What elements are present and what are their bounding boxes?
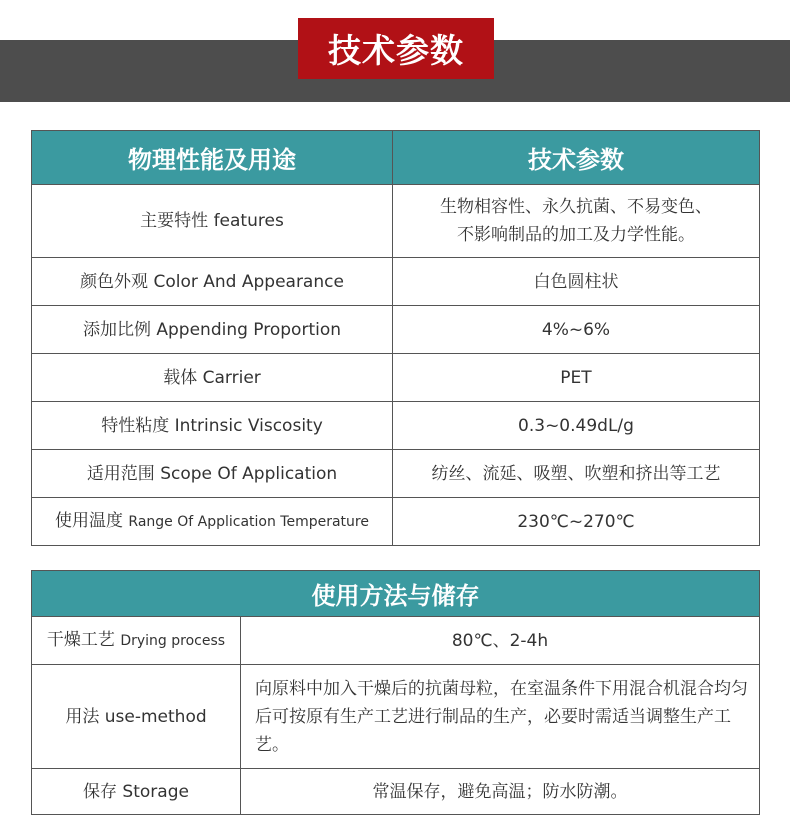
row-label-drying (32, 617, 241, 665)
row-value-viscosity: 0.3~0.49dL/g (393, 402, 760, 450)
row-value-temperature: 230℃~270℃ (393, 498, 760, 546)
temperature-label-en: Range Of Application Temperature (128, 514, 369, 530)
row-label-color: 颜色外观 Color And Appearance (32, 258, 393, 306)
drying-label-en: Drying process (120, 633, 226, 649)
spec-header-properties: 物理性能及用途 (32, 131, 393, 185)
row-value-storage: 常温保存，避免高温；防水防潮。 (241, 769, 760, 815)
row-label-temperature (32, 498, 393, 546)
row-label-viscosity: 特性粘度 Intrinsic Viscosity (32, 402, 393, 450)
banner-title: 技术参数 (298, 18, 494, 79)
row-label-storage: 保存 Storage (32, 769, 241, 815)
row-value-proportion: 4%~6% (393, 306, 760, 354)
spec-header-row (32, 131, 760, 185)
temperature-label-cn: 使用温度 (55, 511, 123, 531)
row-label-proportion: 添加比例 Appending Proportion (32, 306, 393, 354)
table-row (32, 402, 760, 450)
row-value-scope: 纺丝、流延、吸塑、吹塑和挤出等工艺 (393, 450, 760, 498)
table-row (32, 185, 760, 258)
usage-header: 使用方法与储存 (32, 571, 760, 617)
row-value-method: 向原料中加入干燥后的抗菌母粒，在室温条件下用混合机混合均匀后可按原有生产工艺进行制品的生产，必要时需适当调整生产工艺。 (241, 665, 760, 769)
table-row (32, 450, 760, 498)
spec-header-parameters: 技术参数 (393, 131, 760, 185)
row-label-carrier: 载体 Carrier (32, 354, 393, 402)
row-label-method: 用法 use-method (32, 665, 241, 769)
table-row (32, 665, 760, 769)
row-value-carrier: PET (393, 354, 760, 402)
row-value-drying: 80℃、2-4h (241, 617, 760, 665)
drying-label-cn: 干燥工艺 (46, 630, 115, 650)
spec-table (31, 130, 760, 546)
table-row (32, 498, 760, 546)
row-label-features: 主要特性 features (32, 185, 393, 258)
row-value-features (393, 185, 760, 258)
usage-table (31, 570, 760, 815)
table-row (32, 617, 760, 665)
features-line-2: 不影响制品的加工及力学性能。 (457, 225, 695, 245)
row-label-scope: 适用范围 Scope Of Application (32, 450, 393, 498)
features-line-1: 生物相容性、永久抗菌、不易变色、 (440, 197, 712, 217)
table-row (32, 769, 760, 815)
usage-header-row (32, 571, 760, 617)
table-row (32, 354, 760, 402)
table-row (32, 306, 760, 354)
table-row (32, 258, 760, 306)
row-value-color: 白色圆柱状 (393, 258, 760, 306)
